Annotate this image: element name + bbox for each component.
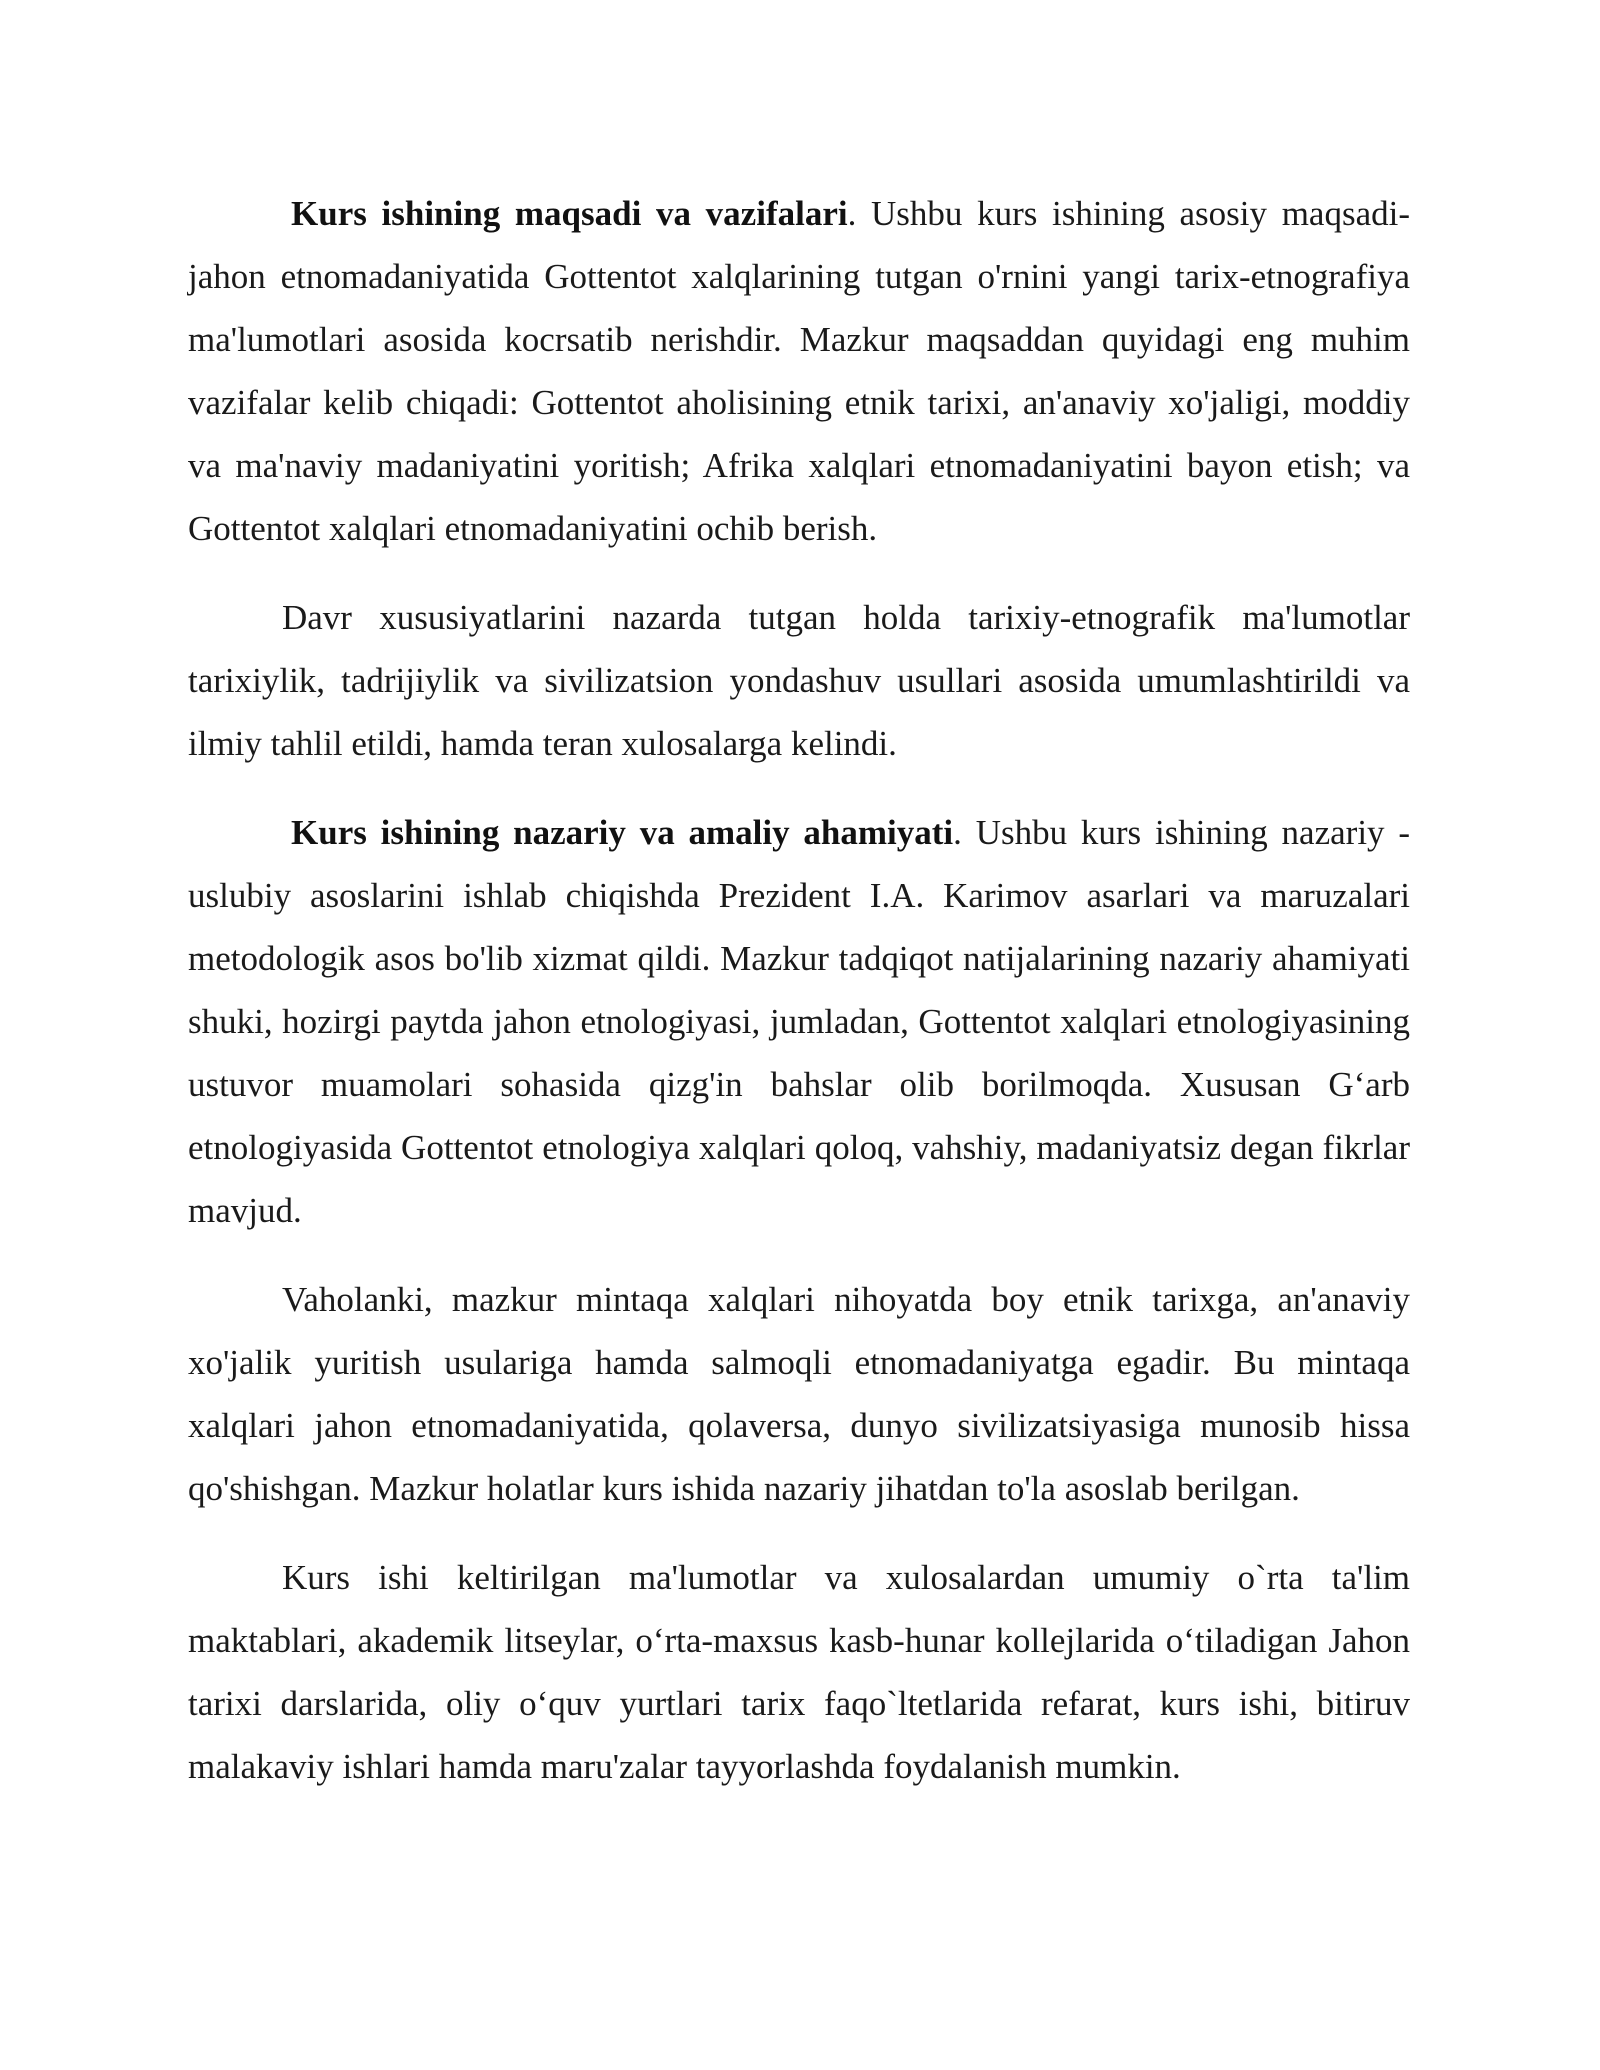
paragraph-region-text: Vaholanki, mazkur mintaqa xalqlari nihoyatda boy etnik tarixga, an'anaviy xo'jalik yuritish usulariga hamda salmoqli etnomadaniyatga egadir. Bu mintaqa xalqlari jahon etnomadaniyatida, qolaversa, dunyo sivilizatsiyasiga munosib hissa qo'shishgan. Mazkur holatlar kurs ishida nazariy jihatdan to'la asoslab berilgan. [188,1280,1410,1508]
heading-goals: Kurs ishining maqsadi va vazifalari [291,194,848,233]
paragraph-goals [188,182,1410,560]
paragraph-significance-text: . Ushbu kurs ishining nazariy - uslubiy asoslarini ishlab chiqishda Prezident I.A. Karimov asarlari va maruzalari metodologik asos bo'lib xizmat qildi. Mazkur tadqiqot natijalarining nazariy ahamiyati shuki, hozirgi paytda jahon etnologiyasi, jumladan, Gottentot xalqlari etnologiyasining ustuvor muamolari sohasida qizg'in bahslar olib borilmoqda. Xususan G‘arb etnologiyasida Gottentot etnologiya xalqlari qoloq, vahshiy, madaniyatsiz degan fikrlar mavjud. [188,813,1411,1230]
heading-significance: Kurs ishining nazariy va amaliy ahamiyati [291,813,954,852]
paragraph-usage-text: Kurs ishi keltirilgan ma'lumotlar va xulosalardan umumiy o`rta ta'lim maktablari, akademik litseylar, o‘rta-maxsus kasb-hunar kollejlarida o‘tiladigan Jahon tarixi darslarida, oliy o‘quv yurtlari tarix faqo`ltetlarida refarat, kurs ishi, bitiruv malakaviy ishlari hamda maru'zalar tayyorlashda foydalanish mumkin. [188,1558,1410,1786]
paragraph-goals-text: . Ushbu kurs ishining asosiy maqsadi- jahon etnomadaniyatida Gottentot xalqlarining tutgan o'rnini yangi tarix-etnografiya ma'lumotlari asosida kocrsatib nerishdir. Mazkur maqsaddan quyidagi eng muhim vazifalar kelib chiqadi: Gottentot aholisining etnik tarixi, an'anaviy xo'jaligi, moddiy va ma'naviy madaniyatini yoritish; Afrika xalqlari etnomadaniyatini bayon etish; va Gottentot xalqlari etnomadaniyatini ochib berish. [188,194,1410,548]
paragraph-methods-text: Davr xususiyatlarini nazarda tutgan holda tarixiy-etnografik ma'lumotlar tarixiylik, tadrijiylik va sivilizatsion yondashuv usullari asosida umumlashtirildi va ilmiy tahlil etildi, hamda teran xulosalarga kelindi. [188,598,1410,763]
paragraph-region [188,1268,1410,1520]
paragraph-significance [188,801,1410,1242]
document-body [188,182,1410,1824]
paragraph-usage [188,1546,1410,1798]
paragraph-methods [188,586,1410,775]
